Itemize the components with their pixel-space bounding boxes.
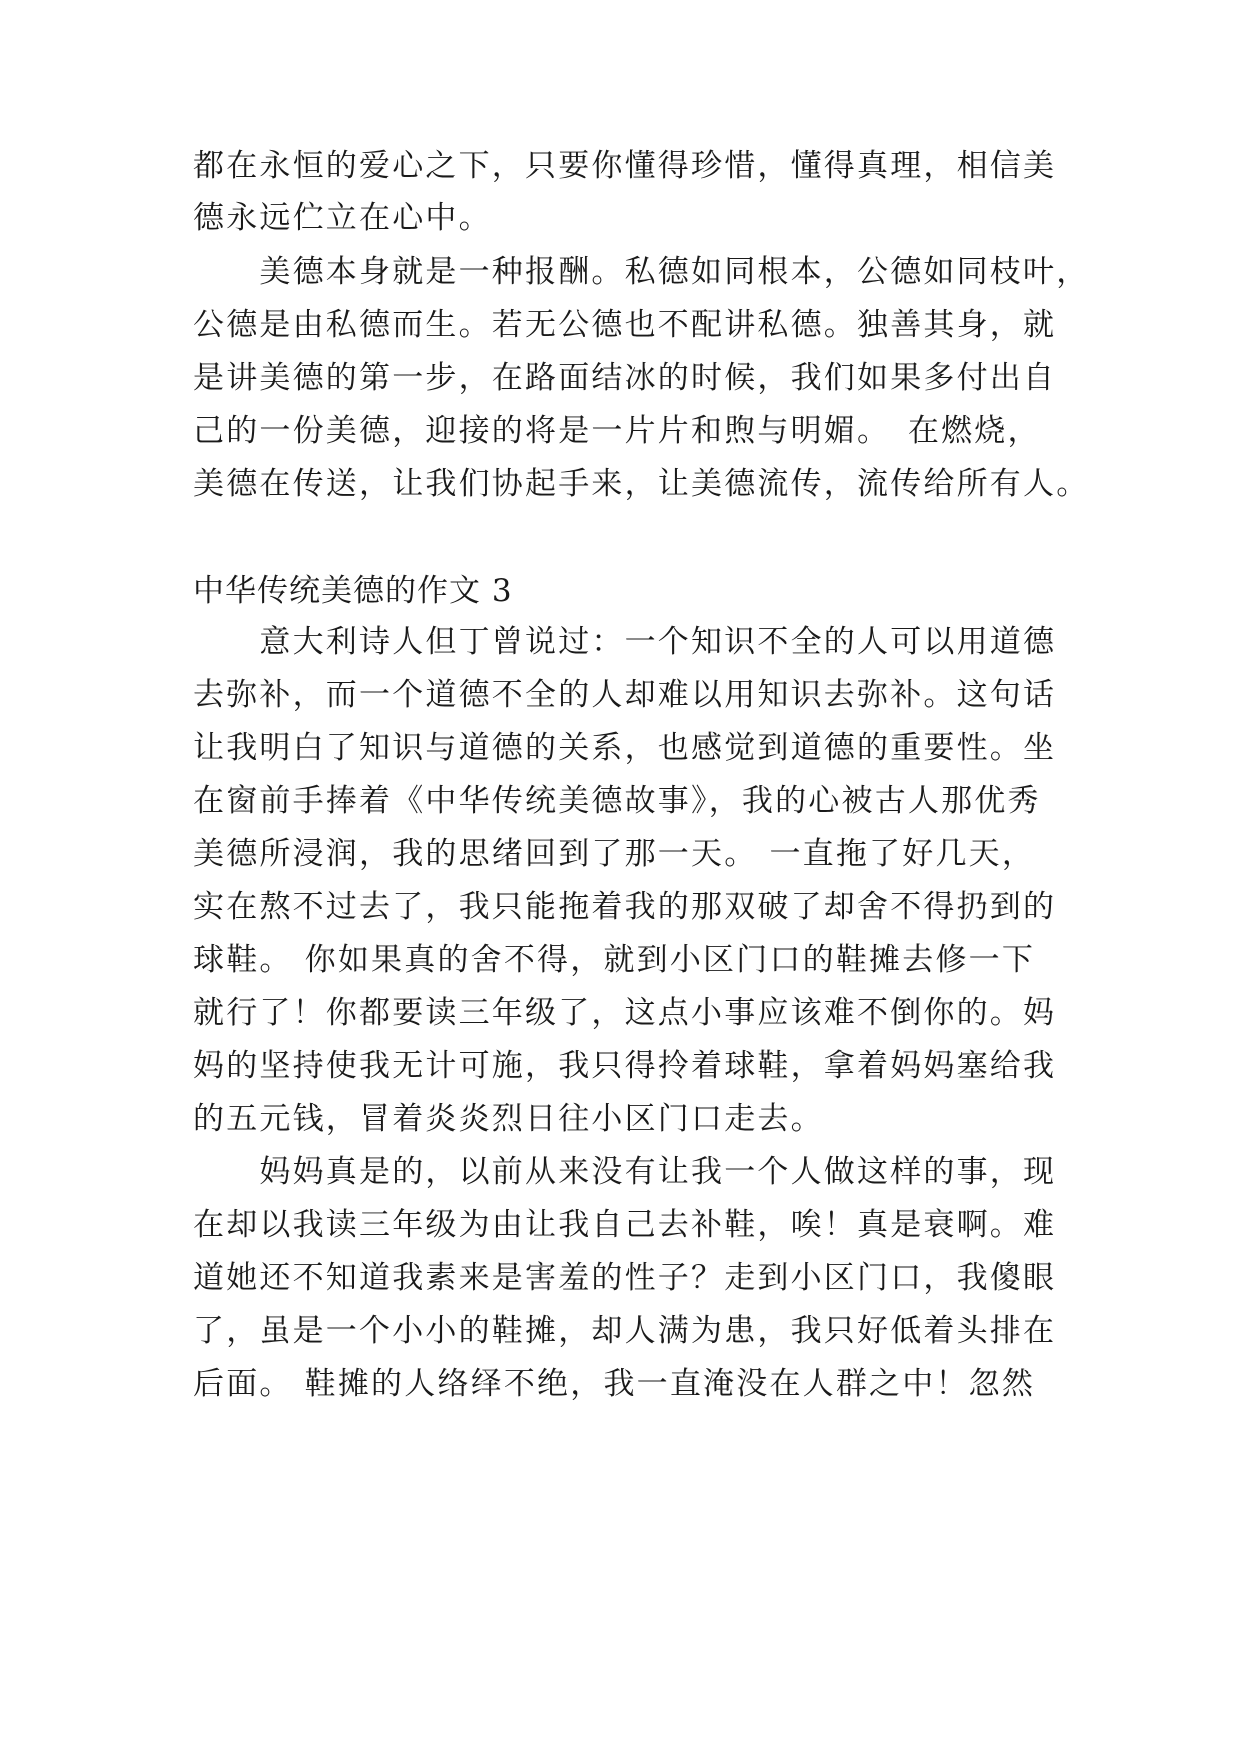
paragraph-line: 让我明白了知识与道德的关系，也感觉到道德的重要性。坐	[193, 730, 1057, 766]
paragraph-line: 德永远伫立在心中。	[193, 200, 492, 236]
paragraph-line: 在却以我读三年级为由让我自己去补鞋，唉！真是衰啊。难	[193, 1207, 1057, 1243]
paragraph-line: 了，虽是一个小小的鞋摊，却人满为患，我只好低着头排在	[193, 1313, 1057, 1349]
paragraph-line: 公德是由私德而生。若无公德也不配讲私德。独善其身，就	[193, 307, 1057, 343]
paragraph-line: 的五元钱，冒着炎炎烈日往小区门口走去。	[193, 1101, 824, 1137]
paragraph-line: 己的一份美德，迎接的将是一片片和煦与明媚。 在燃烧，	[193, 413, 1041, 449]
paragraph-line: 道她还不知道我素来是害羞的性子？走到小区门口，我傻眼	[193, 1260, 1057, 1296]
section-heading: 中华传统美德的作文 3	[193, 573, 513, 609]
paragraph-line: 就行了！你都要读三年级了，这点小事应该难不倒你的。妈	[193, 995, 1057, 1031]
paragraph-line: 实在熬不过去了，我只能拖着我的那双破了却舍不得扔到的	[193, 889, 1057, 925]
paragraph-line: 是讲美德的第一步，在路面结冰的时候，我们如果多付出自	[193, 360, 1057, 396]
paragraph-line: 妈妈真是的，以前从来没有让我一个人做这样的事，现	[193, 1154, 1057, 1190]
paragraph-line: 意大利诗人但丁曾说过：一个知识不全的人可以用道德	[193, 624, 1057, 660]
paragraph-line: 后面。 鞋摊的人络绎不绝，我一直淹没在人群之中！忽然	[193, 1366, 1036, 1402]
paragraph-line: 球鞋。 你如果真的舍不得，就到小区门口的鞋摊去修一下	[193, 942, 1036, 978]
paragraph-line: 妈的坚持使我无计可施，我只得拎着球鞋，拿着妈妈塞给我	[193, 1048, 1057, 1084]
paragraph-line: 美德本身就是一种报酬。私德如同根本，公德如同枝叶，	[193, 254, 1090, 290]
paragraph-line: 美德在传送，让我们协起手来，让美德流传，流传给所有人。	[193, 466, 1090, 502]
paragraph-line: 美德所浸润，我的思绪回到了那一天。 一直拖了好几天，	[193, 836, 1036, 872]
paragraph-line: 去弥补，而一个道德不全的人却难以用知识去弥补。这句话	[193, 677, 1057, 713]
paragraph-line: 在窗前手捧着《中华传统美德故事》，我的心被古人那优秀	[193, 783, 1041, 819]
paragraph-line: 都在永恒的爱心之下，只要你懂得珍惜，懂得真理，相信美	[193, 148, 1057, 184]
